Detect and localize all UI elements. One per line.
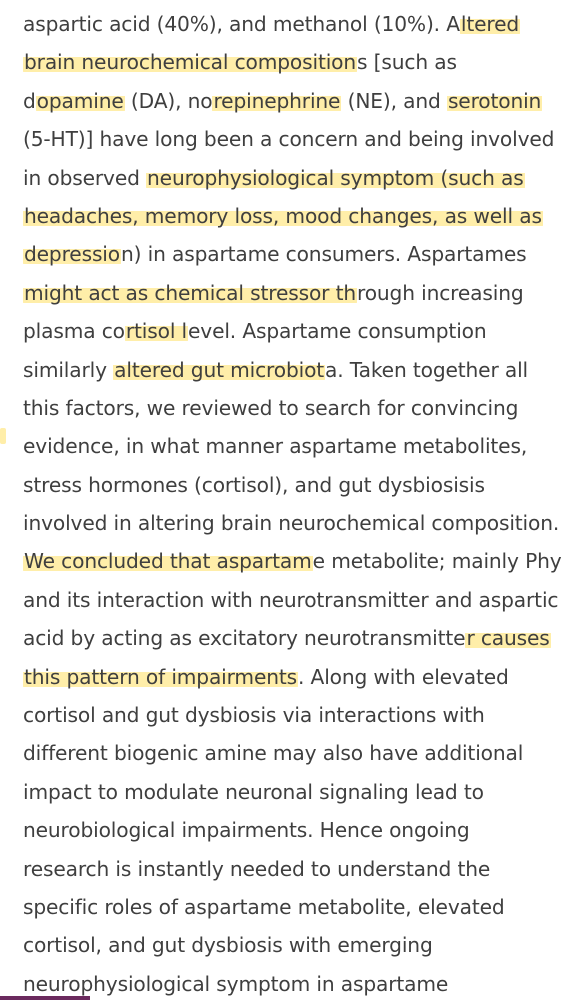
text-line <box>23 850 584 888</box>
text-segment: cortisol and gut dysbiosis via interactions with <box>23 703 485 728</box>
text-segment: different biogenic amine may also have additional <box>23 741 524 766</box>
text-line <box>23 926 584 964</box>
highlighted-text: r causes <box>466 626 550 651</box>
text-line <box>23 811 584 849</box>
text-line <box>23 734 584 772</box>
text-segment: acid by acting as excitatory neurotransmitte <box>23 626 466 651</box>
text-segment: e metabolite; mainly Phy <box>312 549 562 574</box>
highlighted-text: this pattern of impairments <box>24 664 297 689</box>
text-line <box>23 312 584 350</box>
highlighted-text: neurophysiological symptom (such as <box>147 165 524 190</box>
text-line <box>23 773 584 811</box>
text-segment: stress hormones (cortisol), and gut dysbiosisis <box>23 472 485 497</box>
text-line <box>23 466 584 504</box>
highlighted-text: We concluded that aspartam <box>24 549 312 574</box>
text-segment: neurophysiological symptom in aspartame <box>23 971 449 996</box>
highlighted-text: opamine <box>36 88 124 113</box>
text-line <box>23 235 584 273</box>
text-segment: a. Taken together all <box>325 357 528 382</box>
text-segment: neurobiological impairments. Hence ongoing <box>23 818 470 843</box>
text-line <box>23 274 584 312</box>
text-segment: this factors, we reviewed to search for convincing <box>23 395 519 420</box>
text-segment: in observed <box>23 165 147 190</box>
text-segment: plasma co <box>23 319 125 344</box>
text-line <box>23 696 584 734</box>
text-segment: n) in aspartame consumers. Aspartames <box>120 242 527 267</box>
text-line <box>23 965 584 1000</box>
text-line <box>23 120 584 158</box>
margin-highlight-mark <box>0 428 6 444</box>
highlighted-text: repinephrine <box>213 88 341 113</box>
text-segment: (NE), and <box>341 88 447 113</box>
text-line <box>23 5 584 43</box>
text-segment: d <box>23 88 36 113</box>
text-line <box>23 427 584 465</box>
text-line <box>23 542 584 580</box>
highlighted-text: ltered <box>460 12 520 36</box>
scroll-progress-bar <box>0 996 90 1000</box>
text-segment: s [such as <box>357 50 457 75</box>
text-line <box>23 658 584 696</box>
text-line <box>23 619 584 657</box>
highlighted-text: rtisol l <box>125 319 188 344</box>
highlighted-text: headaches, memory loss, mood changes, as well as <box>24 203 542 228</box>
highlighted-text: depressio <box>24 242 120 267</box>
text-segment: similarly <box>23 357 114 382</box>
text-line <box>23 159 584 197</box>
text-segment: aspartic acid (40%), and methanol (10%). A <box>23 12 460 36</box>
text-segment: rough increasing <box>356 280 524 305</box>
text-line <box>23 351 584 389</box>
text-segment: specific roles of aspartame metabolite, elevated <box>23 894 505 919</box>
highlighted-text: serotonin <box>447 88 542 113</box>
text-segment: evidence, in what manner aspartame metabolites, <box>23 434 528 459</box>
text-line <box>23 197 584 235</box>
text-segment: cortisol, and gut dysbiosis with emerging <box>23 933 433 958</box>
text-line <box>23 888 584 926</box>
highlighted-text: might act as chemical stressor th <box>24 280 356 305</box>
text-segment: evel. Aspartame consumption <box>188 319 487 344</box>
text-segment: involved in altering brain neurochemical composition. <box>23 511 560 536</box>
text-line <box>23 581 584 619</box>
highlighted-text: brain neurochemical composition <box>24 50 357 75</box>
text-segment: . Along with elevated <box>298 664 509 689</box>
text-segment: (5-HT)] have long been a concern and being involved <box>23 127 555 152</box>
text-segment: research is instantly needed to understand the <box>23 856 491 881</box>
text-segment: impact to modulate neuronal signaling lead to <box>23 779 484 804</box>
text-line <box>23 82 584 120</box>
highlighted-text: altered gut microbiot <box>114 357 325 382</box>
text-line <box>23 389 584 427</box>
body-text <box>23 5 584 1000</box>
text-line <box>23 504 584 542</box>
text-segment: and its interaction with neurotransmitter and aspartic <box>23 587 559 612</box>
text-line <box>23 43 584 81</box>
text-segment: (DA), no <box>124 88 213 113</box>
